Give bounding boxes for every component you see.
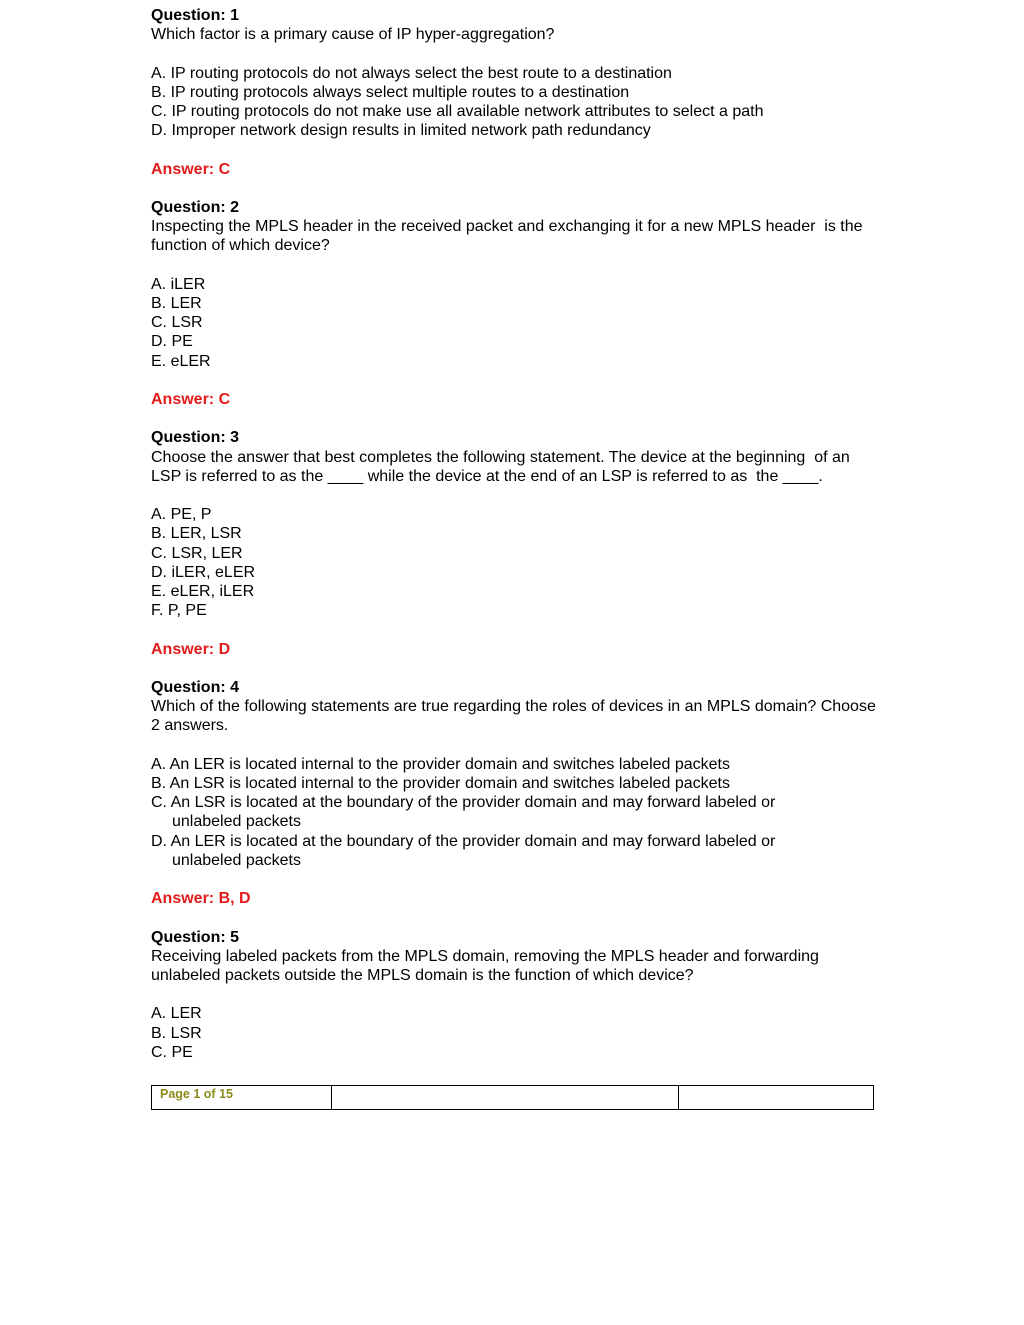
option: A. IP routing protocols do not always select the best route to a destination xyxy=(151,64,672,82)
document-body xyxy=(151,6,881,1062)
question-title: Question: 5 xyxy=(151,928,240,946)
question-text: Choose the answer that best completes the following statement. The device at the beginning of an LSP is referred to as the ____ while the device at the end of an LSP is referred to as the ____. xyxy=(151,448,855,485)
question-text: Which factor is a primary cause of IP hyper-aggregation? xyxy=(151,26,555,44)
option: A. iLER xyxy=(151,275,206,293)
question-title: Question: 1 xyxy=(151,7,240,24)
option: A. PE, P xyxy=(151,506,212,524)
question-5 xyxy=(151,928,881,1062)
option: C. LSR, LER xyxy=(151,544,243,562)
answer: Answer: D xyxy=(151,640,231,658)
option: D. An LER is located at the boundary of the provider domain and may forward labeled or xyxy=(151,832,776,850)
option: B. LSR xyxy=(151,1024,202,1042)
option-continuation: unlabeled packets xyxy=(172,851,301,869)
answer: Answer: C xyxy=(151,160,231,178)
option: C. PE xyxy=(151,1043,193,1061)
option: D. Improper network design results in limited network path redundancy xyxy=(151,122,651,140)
footer-cell-middle xyxy=(332,1086,679,1109)
option: F. P, PE xyxy=(151,602,207,620)
question-text: Receiving labeled packets from the MPLS domain, removing the MPLS header and forwarding unlabeled packets outside the MPLS domain is the function of which device? xyxy=(151,947,824,984)
option-continuation: unlabeled packets xyxy=(172,813,301,831)
option: D. iLER, eLER xyxy=(151,563,256,581)
option: C. IP routing protocols do not make use all available network attributes to select a path xyxy=(151,103,764,120)
option: C. An LSR is located at the boundary of the provider domain and may forward labeled or xyxy=(151,794,776,812)
option: E. eLER, iLER xyxy=(151,582,255,600)
option: B. An LSR is located internal to the provider domain and switches labeled packets xyxy=(151,774,730,792)
option: D. PE xyxy=(151,333,193,351)
question-4 xyxy=(151,678,881,928)
question-2 xyxy=(151,198,881,428)
answer: Answer: B, D xyxy=(151,890,251,908)
question-text: Inspecting the MPLS header in the received packet and exchanging it for a new MPLS header is the function of which device? xyxy=(151,218,867,255)
question-1 xyxy=(151,6,881,198)
option: E. eLER xyxy=(151,352,211,370)
question-3 xyxy=(151,428,881,678)
option: B. IP routing protocols always select multiple routes to a destination xyxy=(151,83,630,101)
option: B. LER xyxy=(151,294,202,312)
question-text: Which of the following statements are true regarding the roles of devices in an MPLS domain? Choose 2 answers. xyxy=(151,698,881,735)
page-number: Page 1 of 15 xyxy=(152,1086,332,1109)
page-footer xyxy=(151,1085,874,1110)
option: B. LER, LSR xyxy=(151,525,242,543)
option: C. LSR xyxy=(151,314,203,332)
option: A. LER xyxy=(151,1005,202,1023)
footer-cell-right xyxy=(679,1086,873,1109)
question-title: Question: 3 xyxy=(151,429,240,447)
option: A. An LER is located internal to the provider domain and switches labeled packets xyxy=(151,755,730,773)
question-title: Question: 4 xyxy=(151,678,240,696)
answer: Answer: C xyxy=(151,390,231,408)
question-title: Question: 2 xyxy=(151,198,240,216)
